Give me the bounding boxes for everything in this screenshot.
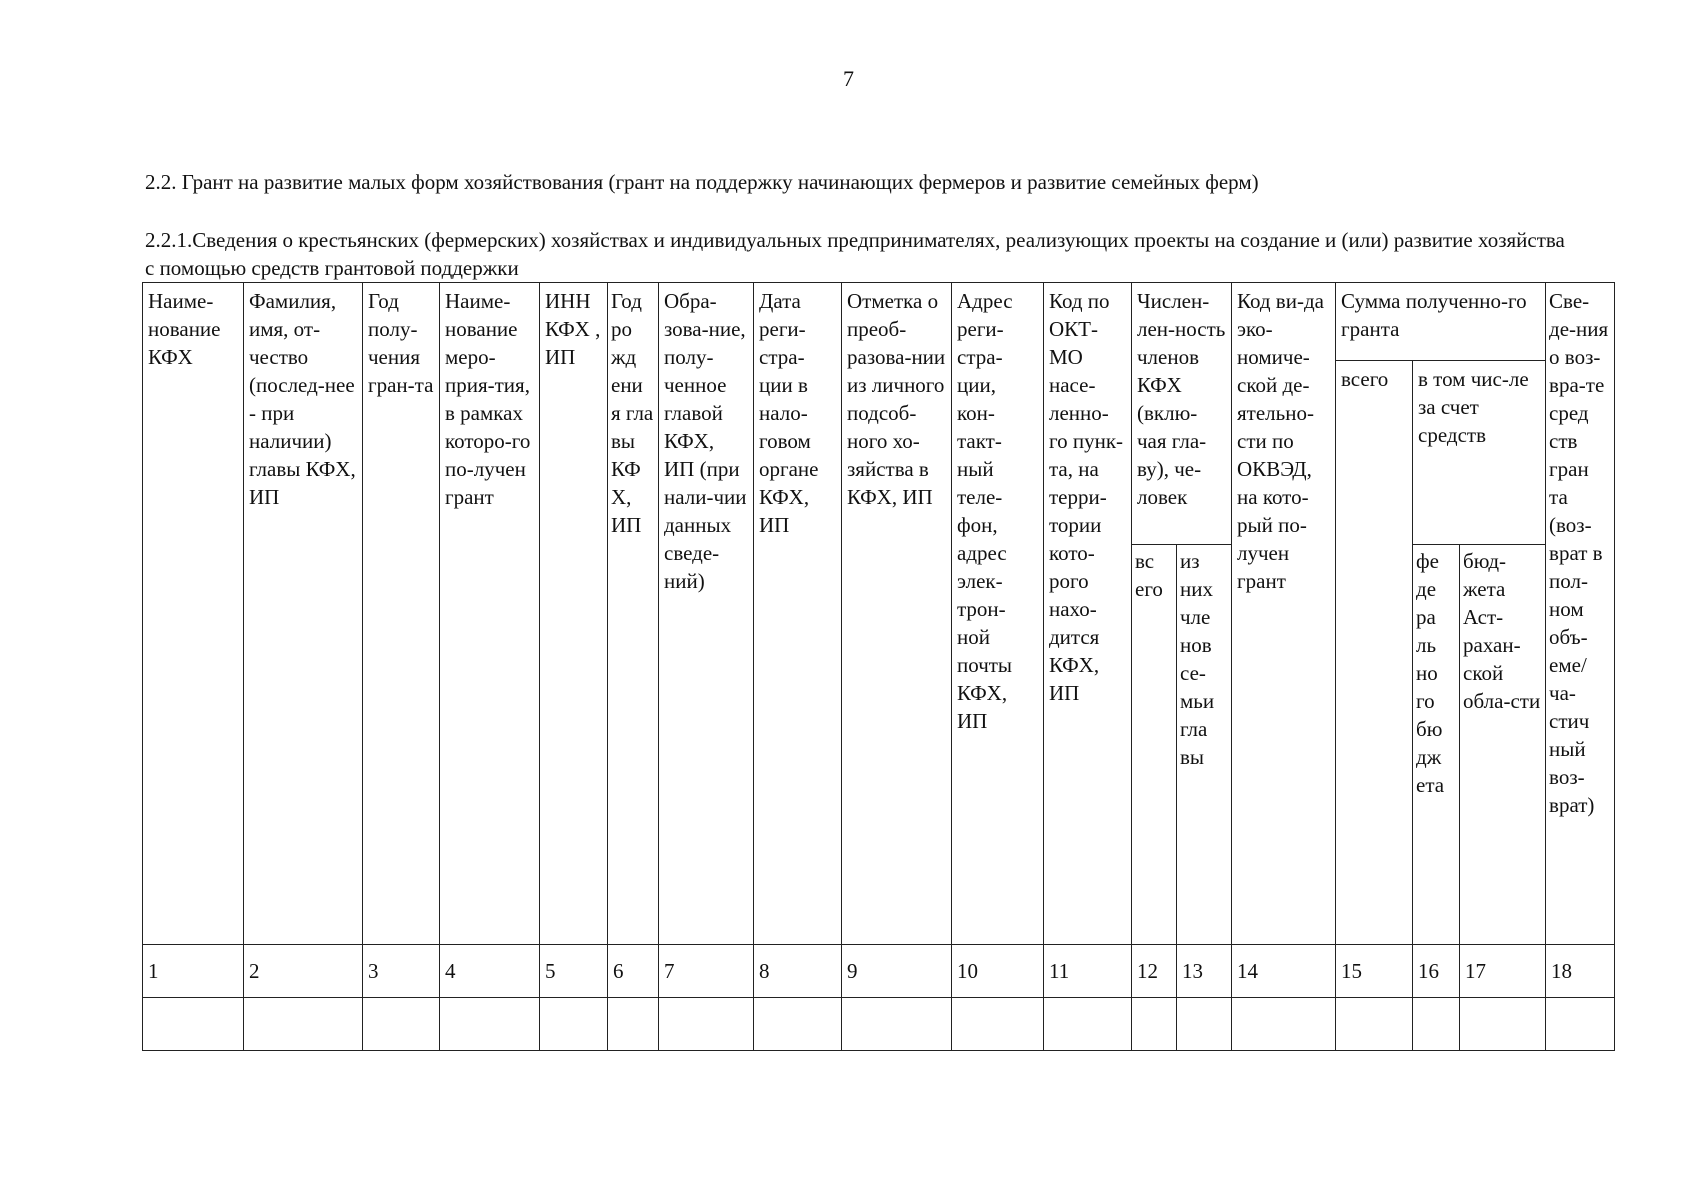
header-member-count: Числен-лен-ность членов КФХ (вклю-чая гла-ву), че-ловек (1132, 283, 1232, 545)
header-row-1 (143, 283, 1615, 361)
header-family-members: из них чле нов се-мьи гла вы (1177, 545, 1232, 945)
header-okved-code: Код ви-да эко-номиче-ской де-ятельно-сти по ОКВЭД, на кото-рый по-лучен грант (1232, 283, 1336, 945)
header-conversion-mark: Отметка о преоб-разова-нии из личного подсоб-ного хо-зяйства в КФХ, ИП (842, 283, 952, 945)
column-number: 17 (1460, 945, 1546, 998)
header-amount-total: всего (1336, 361, 1413, 945)
data-cell (842, 998, 952, 1051)
data-cell (540, 998, 608, 1051)
column-number: 18 (1546, 945, 1615, 998)
header-federal-budget: фе де ра ль но го бю дж ета (1413, 545, 1460, 945)
column-number: 7 (659, 945, 754, 998)
data-cell (244, 998, 363, 1051)
header-refund-info: Све-де-ния о воз-вра-те сред ств гран та (воз-врат в пол-ном объ-еме/ ча-стич ный воз-врат) (1546, 283, 1615, 945)
data-cell (363, 998, 440, 1051)
header-amount-including: в том чис-ле за счет средств (1413, 361, 1546, 545)
data-cell (1177, 998, 1232, 1051)
data-cell (1336, 998, 1413, 1051)
column-number: 2 (244, 945, 363, 998)
header-education: Обра-зова-ние, полу-ченное главой КФХ, ИП (при нали-чии данных сведе-ний) (659, 283, 754, 945)
data-cell (659, 998, 754, 1051)
column-number: 14 (1232, 945, 1336, 998)
header-grant-year: Год полу-чения гран-та (363, 283, 440, 945)
data-cell (754, 998, 842, 1051)
data-cell (1460, 998, 1546, 1051)
header-head-full-name: Фамилия, имя, от-чество (послед-нее - при наличии) главы КФХ, ИП (244, 283, 363, 945)
page-number: 7 (843, 66, 854, 91)
header-birth-year: Год ро жд ени я гла вы КФ Х, ИП (608, 283, 659, 945)
data-cell (1044, 998, 1132, 1051)
column-number: 11 (1044, 945, 1132, 998)
header-address-contacts: Адрес реги-стра-ции, кон-такт-ный теле-фон, адрес элек-трон-ной почты КФХ, ИП (952, 283, 1044, 945)
column-number: 4 (440, 945, 540, 998)
header-regional-budget: бюд-жета Аст-рахан-ской обла-сти (1460, 545, 1546, 945)
data-cell (1132, 998, 1177, 1051)
column-number: 12 (1132, 945, 1177, 998)
empty-data-row (143, 998, 1615, 1051)
data-cell (1232, 998, 1336, 1051)
column-number: 13 (1177, 945, 1232, 998)
column-number: 16 (1413, 945, 1460, 998)
column-number: 10 (952, 945, 1044, 998)
column-number-row (143, 945, 1615, 998)
data-cell (1413, 998, 1460, 1051)
header-oktmo-code: Код по ОКТ-МО насе-ленно-го пунк-та, на терри-тории кото-рого нахо-дится КФХ, ИП (1044, 283, 1132, 945)
column-number: 8 (754, 945, 842, 998)
header-grant-amount: Сумма полученно-го гранта (1336, 283, 1546, 361)
subsection-title: 2.2.1.Сведения о крестьянских (фермерских) хозяйствах и индивидуальных предпринимателях, реализующих проекты на создание и (или) развитие хозяйства с помощью средств грантовой поддержки (145, 228, 1565, 280)
section-title: 2.2. Грант на развитие малых форм хозяйствования (грант на поддержку начинающих фермеров и развитие семейных ферм) (145, 170, 1259, 194)
column-number: 3 (363, 945, 440, 998)
data-cell (440, 998, 540, 1051)
data-cell (608, 998, 659, 1051)
column-number: 9 (842, 945, 952, 998)
header-farm-name: Наиме-нование КФХ (143, 283, 244, 945)
column-number: 6 (608, 945, 659, 998)
column-number: 15 (1336, 945, 1413, 998)
grant-recipients-table (142, 282, 1615, 1051)
header-event-name: Наиме-нование меро-прия-тия, в рамках которо-го по-лучен грант (440, 283, 540, 945)
header-inn: ИНН КФХ , ИП (540, 283, 608, 945)
data-cell (143, 998, 244, 1051)
column-number: 1 (143, 945, 244, 998)
data-cell (1546, 998, 1615, 1051)
data-cell (952, 998, 1044, 1051)
column-number: 5 (540, 945, 608, 998)
header-members-total: вс его (1132, 545, 1177, 945)
header-registration-date: Дата реги-стра-ции в нало-говом органе КФХ, ИП (754, 283, 842, 945)
